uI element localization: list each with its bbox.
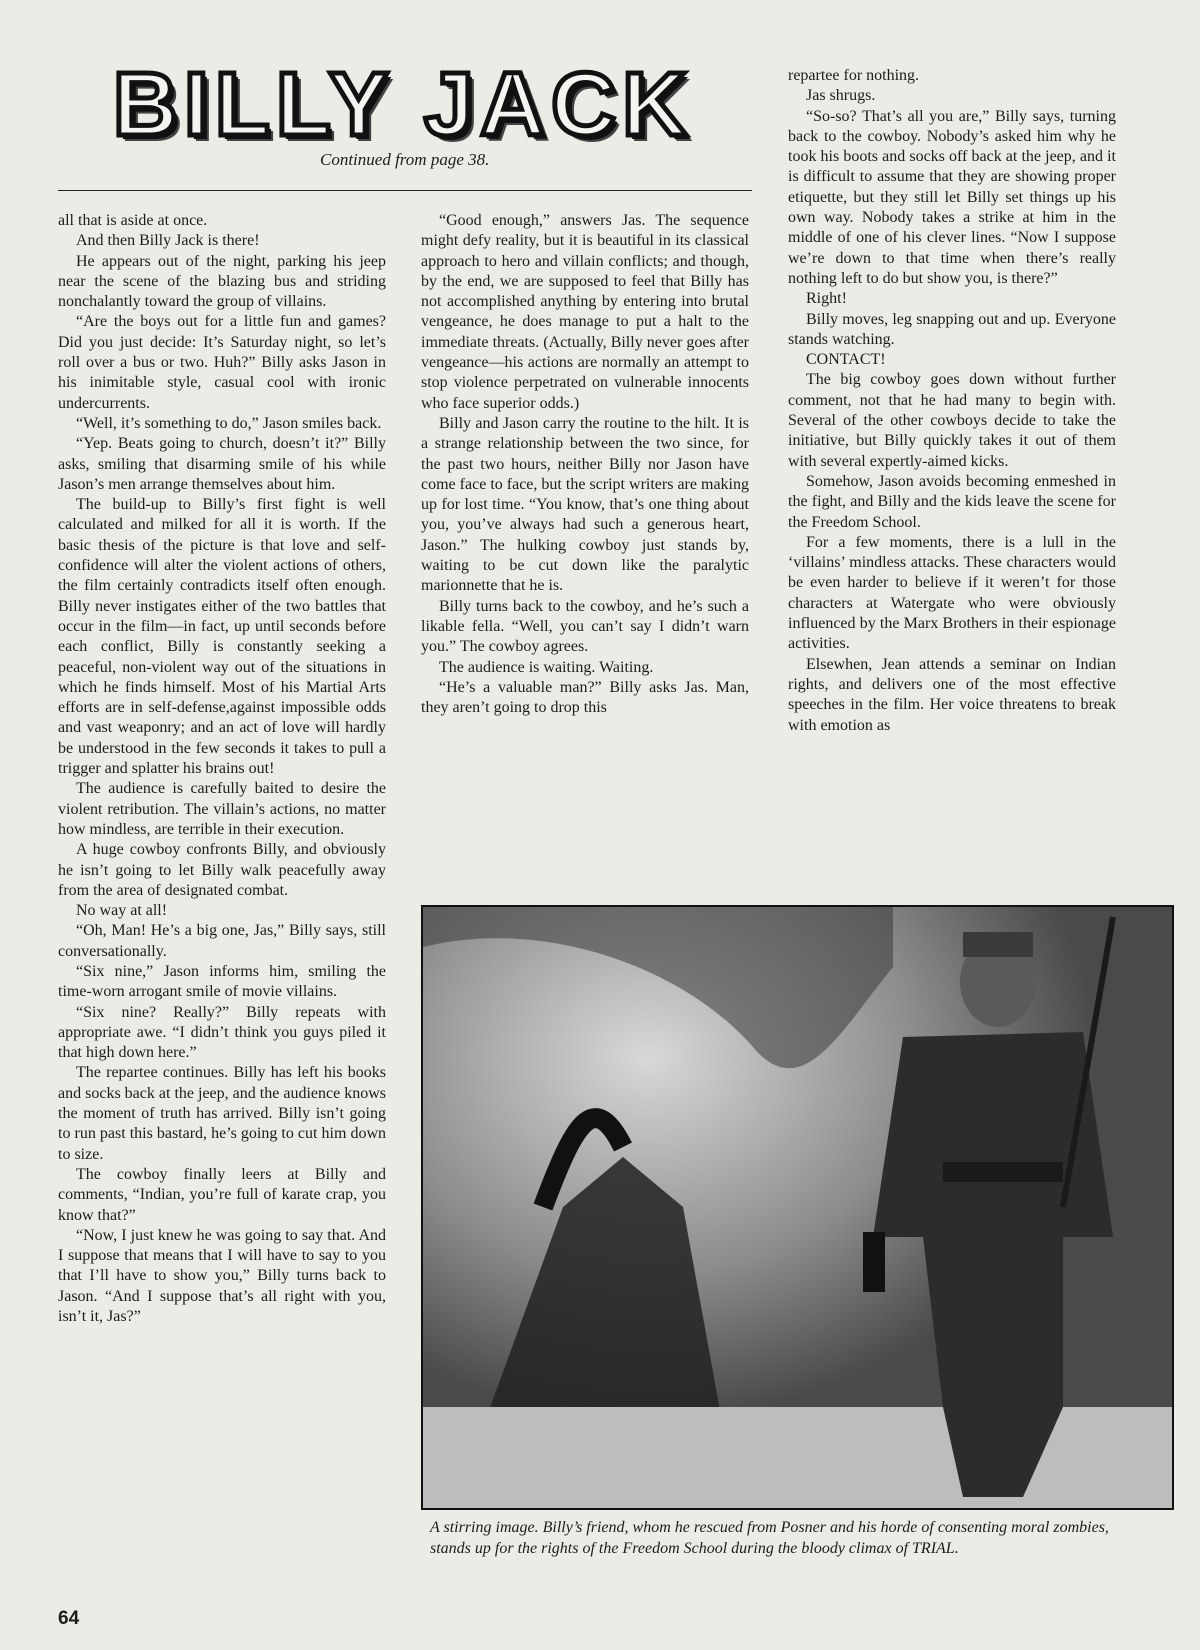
paragraph: “Six nine? Really?” Billy repeats with appropriate awe. “I didn’t think you guys piled it that high down here.”: [58, 1003, 386, 1062]
paragraph: Somehow, Jason avoids becoming enmeshed in the fight, and Billy and the kids leave the scene for the Freedom School.: [788, 472, 1116, 531]
text-column-3: [788, 66, 1116, 876]
paragraph: Right!: [806, 290, 847, 308]
paragraph: He appears out of the night, parking his jeep near the scene of the blazing bus and striding nonchalantly toward the group of villains.: [58, 252, 386, 311]
paragraph: The big cowboy goes down without further comment, not that he had many to begin with. Several of the other cowboys decide to take the initiative, but Billy quickly takes it out of them with several expertly-aimed kicks.: [788, 371, 1116, 470]
film-still-photo: [421, 905, 1174, 1510]
paragraph: “Good enough,” answers Jas. The sequence might defy reality, but it is beautiful in its classical approach to hero and villain conflicts; and though, by the end, we are supposed to feel that Billy has not accomplished anything by entering into brutal vengeance, he does manage to put a halt to the immediate threats. (Actually, Billy never goes after vengeance—his actions are normally an attempt to stop violence perpetrated on vulnerable innocents who face superior odds.): [421, 212, 749, 412]
paragraph: “Oh, Man! He’s a big one, Jas,” Billy says, still conversationally.: [58, 922, 386, 960]
paragraph: all that is aside at once.: [58, 212, 208, 229]
paragraph: Billy moves, leg snapping out and up. Everyone stands watching.: [788, 310, 1116, 348]
photo-caption: A stirring image. Billy’s friend, whom he rescued from Posner and his horde of consenting moral zombies, stands up for the rights of the Freedom School during the bloody climax of TRIAL.: [430, 1519, 1109, 1557]
text-column-2: [421, 211, 749, 851]
photo-illustration: [423, 907, 1172, 1508]
paragraph: “Yep. Beats going to church, doesn’t it?” Billy asks, smiling that disarming smile of his while Jason’s men arrange themselves about him.: [58, 435, 386, 493]
article-title: BILLY JACK: [112, 55, 694, 155]
header-rule: [58, 190, 752, 191]
paragraph: “So-so? That’s all you are,” Billy says, turning back to the cowboy. Nobody’s asked him why he took his boots and socks off back at the jeep, and it is difficult to assume that they are showing proper etiquette, but they still let Billy set things up his own way. Nobody takes a strike at him in the middle of one of his clever lines. “Now I suppose we’re down to that time when there’s really nothing left to do but show you, is there?”: [788, 107, 1116, 287]
paragraph: Billy and Jason carry the routine to the hilt. It is a strange relationship between the two since, for the past two hours, neither Billy nor Jason have come face to face, but the script writers are making up for lost time. “You know, that’s one thing about you, you’ve always had such a generous heart, Jason.” The hulking cowboy just stands by, waiting to be cut down like the paralytic marionnette that he is.: [421, 414, 749, 595]
paragraph: For a few moments, there is a lull in the ‘villains’ mindless attacks. These characters would be even harder to believe if it weren’t for those characters at Watergate who were obviously influenced by the Marx Brothers in their espionage activities.: [788, 533, 1116, 653]
continued-note: Continued from page 38.: [320, 150, 490, 169]
paragraph: No way at all!: [76, 902, 168, 920]
page-number: 64: [58, 1608, 80, 1629]
paragraph: Elsewhen, Jean attends a seminar on Indian rights, and delivers one of the most effective speeches in the film. Her voice threatens to break with emotion as: [788, 655, 1116, 734]
paragraph: “Six nine,” Jason informs him, smiling the time-worn arrogant smile of movie villains.: [58, 962, 386, 1001]
paragraph: Jas shrugs.: [806, 87, 876, 105]
paragraph: The cowboy finally leers at Billy and comments, “Indian, you’re full of karate crap, you know that?”: [58, 1165, 386, 1224]
paragraph: “Are the boys out for a little fun and games? Did you just decide: It’s Saturday night, so let’s roll over a bus or two. Huh?” Billy asks Jason in his inimitable style, casual cool with ironic undercurrents.: [58, 313, 386, 412]
paragraph: repartee for nothing.: [788, 67, 920, 84]
paragraph: “Now, I just knew he was going to say that. And I suppose that means that I will have to say to you that I’ll have to show you,” Billy turns back to Jason. “And I suppose that’s all right with you, isn’t it, Jas?”: [58, 1226, 386, 1326]
paragraph: The audience is carefully baited to desire the violent retribution. The villain’s actions, no matter how mindless, are terrible in their execution.: [58, 780, 386, 838]
text-column-1: [58, 211, 386, 1611]
paragraph: Billy turns back to the cowboy, and he’s such a likable fella. “Well, you can’t say I didn’t warn you.” The cowboy agrees.: [421, 597, 749, 656]
ground: [423, 1407, 1172, 1508]
paragraph: A huge cowboy confronts Billy, and obviously he isn’t going to let Billy walk peacefully away from the area of designated combat.: [58, 841, 386, 899]
paragraph: The repartee continues. Billy has left his books and socks back at the jeep, and the audience knows the moment of truth has arrived. Billy isn’t going to run past this bastard, he’s going to cut him down to size.: [58, 1064, 386, 1163]
paragraph: The build-up to Billy’s first fight is well calculated and milked for all it is worth. If the basic thesis of the picture is that love and self-confidence will alter the violent actions of others, the film certainly contradicts itself often enough. Billy never instigates either of the two battles that occur in the film—in fact, up until seconds before each conflict, Billy is constantly seeking a peaceful, non-violent way out of the situations in which he finds himself. Most of his Martial Arts efforts are in self-defense,against impossible odds and vast weaponry; and an act of love will hardly be understood in the few seconds it takes to pull a trigger and splatter his brains out!: [58, 496, 386, 778]
paragraph: And then Billy Jack is there!: [76, 232, 260, 250]
paragraph: “Well, it’s something to do,” Jason smiles back.: [76, 414, 382, 432]
paragraph: “He’s a valuable man?” Billy asks Jas. Man, they aren’t going to drop this: [421, 678, 749, 717]
paragraph: CONTACT!: [806, 351, 886, 369]
paragraph: The audience is waiting. Waiting.: [439, 658, 654, 676]
